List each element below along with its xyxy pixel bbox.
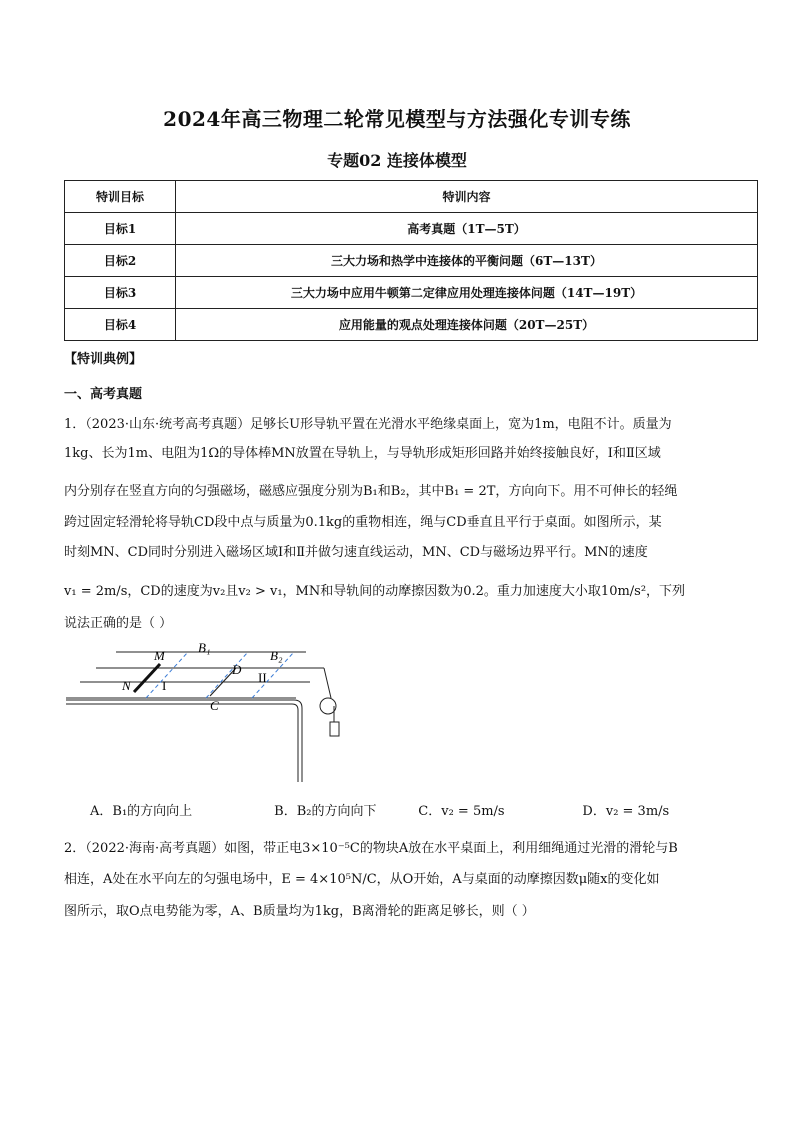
question1-options	[90, 800, 669, 819]
figure-label-region-1: I	[162, 678, 167, 693]
figure-label-b2: B₂	[270, 648, 283, 663]
figure-label-c: C	[210, 698, 219, 713]
option-b[interactable]: B．B₂的方向向下	[274, 804, 377, 819]
option-c[interactable]: C．v₂ = 5m/s	[418, 804, 505, 819]
question1-line: v₁ = 2m/s，CD的速度为v₂且v₂ > v₁，MN和导轨间的动摩擦因数为0.2。重力加速度大小取10m/s²，下列	[64, 584, 686, 599]
figure-label-region-2: II	[258, 670, 267, 685]
figure-label-b1: B₁	[198, 640, 211, 655]
table-row	[65, 245, 758, 277]
option-a[interactable]: A．B₁的方向向上	[90, 804, 193, 819]
option-d[interactable]: D．v₂ = 3m/s	[582, 804, 670, 819]
question2-line: 2．（2022·海南·高考真题）如图，带正电3×10⁻⁵C的物块A放在水平桌面上，利用细绳通过光滑的滑轮与B	[64, 841, 678, 856]
section-title: 一、高考真题	[64, 387, 143, 402]
question1-line: 跨过固定轻滑轮将导轨CD段中点与质量为0.1kg的重物相连，绳与CD垂直且平行于桌面。如图所示，某	[64, 515, 662, 530]
table-cell: 目标3	[65, 277, 176, 309]
question1-line: 内分别存在竖直方向的匀强磁场，磁感应强度分别为B₁和B₂，其中B₁ = 2T，方向向下。用不可伸长的轻绳	[64, 484, 678, 499]
table-header-cell: 特训内容	[176, 181, 758, 213]
table-cell: 应用能量的观点处理连接体问题（20T—25T）	[176, 309, 758, 341]
section-heading: 【特训典例】	[64, 352, 143, 367]
question1-line: 说法正确的是（ ）	[64, 616, 173, 631]
question1-line: 1．（2023·山东·统考高考真题）足够长U形导轨平置在光滑水平绝缘桌面上，宽为1m，电阻不计。质量为	[64, 417, 672, 432]
table-cell: 目标4	[65, 309, 176, 341]
table-header-row	[65, 181, 758, 213]
table-cell: 目标1	[65, 213, 176, 245]
table-row	[65, 277, 758, 309]
question1-line: 时刻MN、CD同时分别进入磁场区域I和Ⅱ并做匀速直线运动，MN、CD与磁场边界平行。MN的速度	[64, 545, 648, 560]
table-row	[65, 309, 758, 341]
question2-line: 相连，A处在水平向左的匀强电场中，E = 4×10⁵N/C，从O开始，A与桌面的动摩擦因数μ随x的变化如	[64, 872, 660, 887]
table-cell: 三大力场中应用牛顿第二定律应用处理连接体问题（14T—19T）	[176, 277, 758, 309]
page-title: 2024年高三物理二轮常见模型与方法强化专训专练	[163, 107, 631, 131]
table-cell: 目标2	[65, 245, 176, 277]
table-row	[65, 213, 758, 245]
rope-line	[324, 668, 331, 698]
table-header-cell: 特训目标	[65, 181, 176, 213]
rail-magnetic-field-figure	[66, 634, 356, 784]
table-edge	[66, 704, 298, 782]
field-boundary-line	[146, 652, 188, 698]
table-cell: 高考真题（1T—5T）	[176, 213, 758, 245]
field-boundary-line	[206, 652, 248, 698]
hanging-weight	[330, 722, 339, 736]
page-subtitle: 专题02 连接体模型	[327, 151, 467, 170]
question1-line: 1kg、长为1m、电阻为1Ω的导体棒MN放置在导轨上，与导轨形成矩形回路并始终接触良好，I和Ⅱ区域	[64, 446, 661, 461]
figure-label-n: N	[122, 678, 131, 693]
question2-line: 图所示，取O点电势能为零，A、B质量均为1kg，B离滑轮的距离足够长，则（ ）	[64, 904, 535, 919]
figure-label-d: D	[232, 662, 242, 677]
figure-label-m: M	[154, 648, 165, 663]
table-cell: 三大力场和热学中连接体的平衡问题（6T—13T）	[176, 245, 758, 277]
table-edge	[66, 700, 302, 782]
training-goals-table	[64, 180, 758, 341]
